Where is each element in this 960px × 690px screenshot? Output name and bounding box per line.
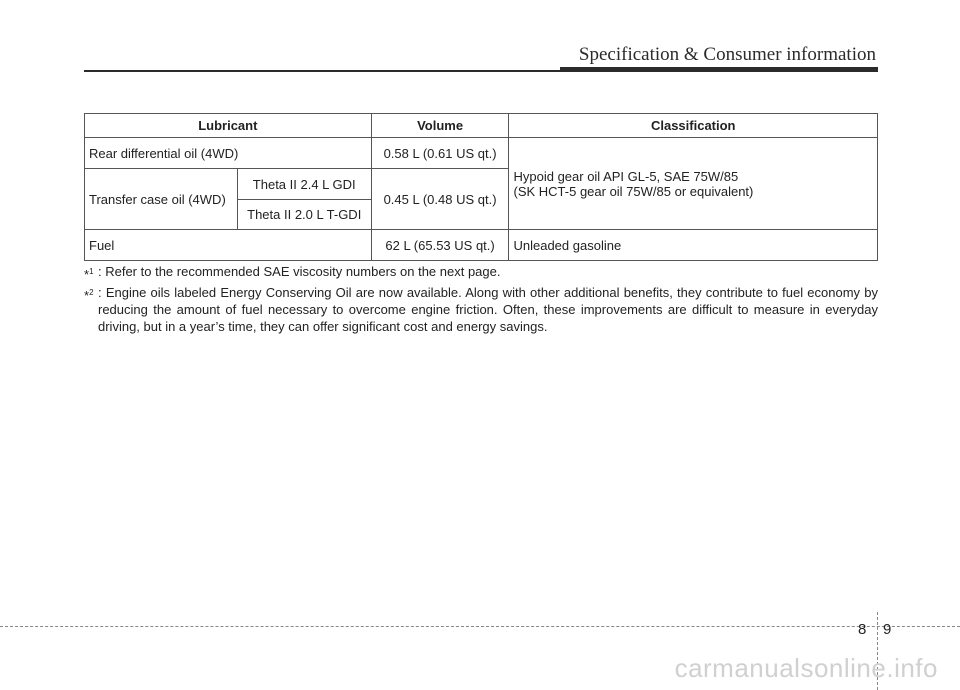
gear-oil-class-line1: Hypoid gear oil API GL-5, SAE 75W/85 [513,168,739,184]
footnote-2-mark: *$^2$ [84,288,94,303]
fuel-volume: 62 L (65.53 US qt.) [371,230,509,261]
header-rule-accent [560,67,878,72]
watermark: carmanualsonline.info [674,653,938,683]
fuel-classification: Unleaded gasoline [509,230,878,261]
header-volume: Volume [371,114,509,138]
gear-oil-classification [509,138,878,230]
lubricant-table [84,113,878,261]
footnote-1-mark: *$^1$ [84,267,94,282]
engine-theta-2-4: Theta II 2.4 L GDI [237,169,371,200]
engine-theta-2-0: Theta II 2.0 L T-GDI [237,200,371,230]
transfer-case-volume: 0.45 L (0.48 US qt.) [371,169,509,230]
table-header-row [85,114,878,138]
footnote-2 [84,284,878,335]
page-number: 9 [883,621,892,638]
section-title: Specification & Consumer information [578,44,876,65]
header-lubricant: Lubricant [85,114,372,138]
footnote-1-text: : Refer to the recommended SAE viscosity numbers on the next page. [98,264,501,279]
page-chapter: 8 [858,621,867,638]
header-classification: Classification [509,114,878,138]
rear-diff-volume: 0.58 L (0.61 US qt.) [371,138,509,169]
table-row [85,138,878,169]
table-row [85,230,878,261]
rear-diff-name: Rear differential oil (4WD) [85,138,372,169]
gear-oil-class-line2: (SK HCT-5 gear oil 75W/85 or equivalent) [513,183,754,199]
fuel-name: Fuel [85,230,372,261]
footer-dashed-rule [0,626,960,627]
footnote-2-text: : Engine oils labeled Energy Conserving Oil are now available. Along with other additional benefits, they contribute to fuel economy by reducing the amount of fuel necessary to overcome engine friction. Often, these improvements are difficult to measure in everyday driving, but in a year’s time, they can offer significant cost and energy savings. [98,285,878,334]
footnotes [84,263,878,339]
footnote-1 [84,263,878,280]
transfer-case-name: Transfer case oil (4WD) [85,169,238,230]
